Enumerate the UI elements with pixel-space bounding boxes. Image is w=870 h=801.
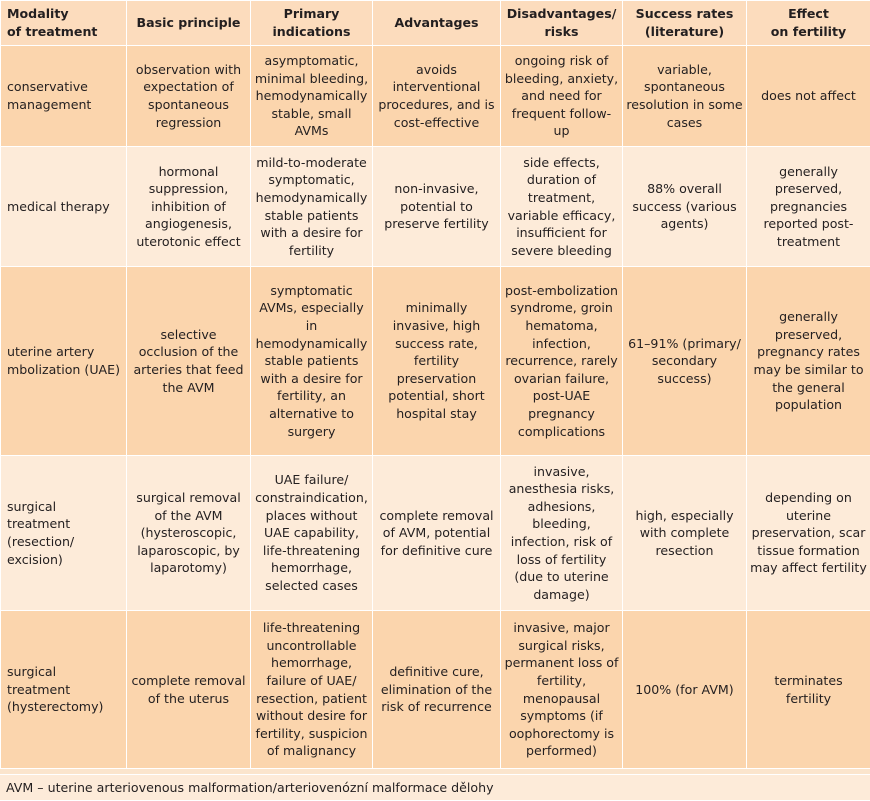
table-cell: UAE failure/ constraindication, places without UAE capability, life-threatening hemorrhage, selected cases [251,456,373,611]
table-cell: variable, spontaneous resolution in some cases [623,46,747,147]
table-cell: complete removal of AVM, potential for definitive cure [373,456,501,611]
table-cell: invasive, anesthesia risks, adhesions, bleeding, infection, risk of loss of fertility (due to uterine damage) [501,456,623,611]
table-cell: generally preserved, pregnancy rates may be similar to the general population [747,267,870,456]
table-row [1,611,870,769]
header-cell: Success rates (literature) [623,1,747,46]
table-cell: symptomatic AVMs, especially in hemodynamically stable patients with a desire for fertility, an alternative to surgery [251,267,373,456]
table-cell: 88% overall success (various agents) [623,147,747,267]
table-cell: non-invasive, potential to preserve fertility [373,147,501,267]
table-cell: conservative management [1,46,127,147]
table-cell: selective occlusion of the arteries that feed the AVM [127,267,251,456]
table-cell: complete removal of the uterus [127,611,251,769]
table-cell: observation with expectation of spontaneous regression [127,46,251,147]
table-row [1,46,870,147]
table-cell: uterine artery mbolization (UAE) [1,267,127,456]
table-cell: post-embolization syndrome, groin hematoma, infection, recurrence, rarely ovarian failure, post-UAE pregnancy complications [501,267,623,456]
header-cell: Effect on fertility [747,1,870,46]
table-cell: 100% (for AVM) [623,611,747,769]
table-cell: surgical treatment (resection/ excision) [1,456,127,611]
table-cell: minimally invasive, high success rate, fertility preservation potential, short hospital stay [373,267,501,456]
table-cell: generally preserved, pregnancies reported post-treatment [747,147,870,267]
table-row [1,147,870,267]
table-cell: depending on uterine preservation, scar tissue formation may affect fertility [747,456,870,611]
table-cell: surgical treatment (hysterectomy) [1,611,127,769]
table-cell: terminates fertility [747,611,870,769]
header-cell: Basic principle [127,1,251,46]
header-cell: Modality of treatment [1,1,127,46]
table-cell: hormonal suppression, inhibition of angiogenesis, uterotonic effect [127,147,251,267]
table-cell: medical therapy [1,147,127,267]
header-cell: Primary indications [251,1,373,46]
table-cell: asymptomatic, minimal bleeding, hemodynamically stable, small AVMs [251,46,373,147]
table-footnote: AVM – uterine arteriovenous malformation/arteriovenózní malformace dělohy [0,774,870,800]
table-cell: definitive cure, elimination of the risk of recurrence [373,611,501,769]
table-cell: mild-to-moderate symptomatic, hemodynamically stable patients with a desire for fertility [251,147,373,267]
table-cell: side effects, duration of treatment, variable efficacy, insufficient for severe bleeding [501,147,623,267]
table-cell: high, especially with complete resection [623,456,747,611]
table-cell: does not affect [747,46,870,147]
table-row [1,267,870,456]
header-row [1,1,870,46]
table-cell: surgical removal of the AVM (hysteroscopic, laparoscopic, by laparotomy) [127,456,251,611]
header-cell: Advantages [373,1,501,46]
table-row [1,456,870,611]
table-cell: invasive, major surgical risks, permanent loss of fertility, menopausal symptoms (if oophorectomy is performed) [501,611,623,769]
header-cell: Disadvantages/ risks [501,1,623,46]
table-cell: ongoing risk of bleeding, anxiety, and need for frequent follow-up [501,46,623,147]
table-cell: life-threatening uncontrollable hemorrhage, failure of UAE/ resection, patient without desire for fertility, suspicion of malignancy [251,611,373,769]
table-cell: 61–91% (primary/ secondary success) [623,267,747,456]
table-cell: avoids interventional procedures, and is cost-effective [373,46,501,147]
